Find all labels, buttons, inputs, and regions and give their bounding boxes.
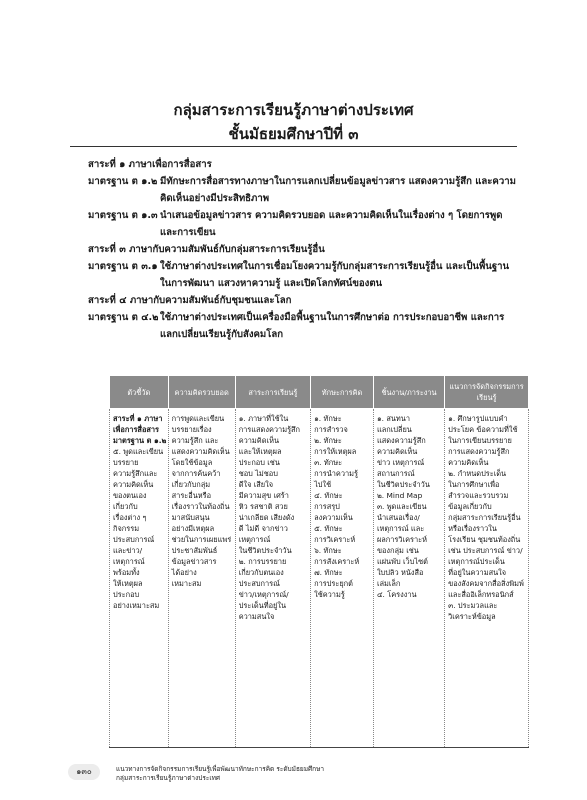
title-divider (70, 146, 517, 147)
cell-line: ๗. ทักษะ (314, 568, 343, 577)
cell-line: เหตุการณ์ (113, 557, 145, 566)
cell-line: ๓. พูดและเขียน (376, 502, 427, 511)
cell-line: ในการเขียนบรรยาย (448, 436, 512, 445)
cell-line: ความคิดเห็น (376, 447, 418, 456)
cell-line: การสำรวจ (314, 425, 348, 434)
standard-item (88, 309, 518, 343)
cell-line: ๓. ประมวลและ (448, 601, 498, 610)
table-row (110, 409, 529, 748)
cell-line: ประโยค ข้อความที่ใช้ (448, 425, 518, 434)
cell-line: การสังเคราะห์ (314, 557, 360, 566)
header-content: สาระการเรียนรู้ (235, 376, 310, 409)
cell-line: ข่าว/เหตุการณ์/ (238, 590, 289, 599)
cell-line: ๓. ทักษะ (314, 458, 343, 467)
table-header-row (110, 376, 529, 409)
cell-line: เหมาะสม (171, 579, 202, 588)
cell-line: อย่างเหมาะสม (113, 601, 160, 610)
cell-line: เล่มเล็ก (376, 579, 401, 588)
cell-line: ชอบ ไม่ชอบ (238, 469, 278, 478)
cell-line: ๒. กำหนดประเด็น (448, 469, 507, 478)
cell-line: หิว รสชาติ สวย (238, 502, 288, 511)
cell-line: ใช้ความรู้ (314, 590, 345, 599)
cell-line: ที่อยู่ในความสนใจ (448, 568, 507, 577)
cell-line: ประกอบ เช่น (238, 458, 280, 467)
cell-line: กลุ่มสาระการเรียนรู้อื่น (448, 513, 521, 522)
cell-line: ดี ไม่ดี จากข่าว (238, 524, 288, 533)
cell-line: โดยใช้ข้อมูล (171, 458, 213, 467)
header-activities: แนวการจัดกิจกรรมการเรียนรู้ (445, 376, 529, 409)
strand-heading-3: สาระที่ ๓ ภาษากับความสัมพันธ์กับกลุ่มสาระการเรียนรู้อื่น (88, 244, 325, 255)
cell-line: แผ่นพับ เว็บไซต์ (376, 557, 428, 566)
table-cell (168, 409, 235, 748)
cell-line: มีความสุข เศร้า (238, 491, 289, 500)
cell-line: ความคิดเห็น (448, 458, 489, 467)
cell-line: ใบปลิว หนังสือ (376, 568, 424, 577)
cell-line: การแสดงความรู้สึก (238, 425, 301, 434)
cell-line: ลงความเห็น (314, 513, 353, 522)
cell-line: ๔. โครงงาน (376, 590, 417, 599)
cell-line: แสดงความคิดเห็น (171, 447, 230, 456)
cell-line: ความสนใจ (238, 612, 275, 621)
cell-line: และข่าว/ (113, 546, 143, 555)
standard-text: มีทักษะการสื่อสารทางภาษาในการแลกเปลี่ยนข้อมูลข่าวสาร แสดงความรู้สึก และความคิดเห็นอย่างมีประสิทธิภาพ (160, 176, 516, 204)
cell-line: และสื่ออิเล็กทรอนิกส์ (448, 590, 514, 599)
table-cell (235, 409, 310, 748)
cell-line: เช่น ประสบการณ์ ข่าว/ (448, 546, 523, 555)
cell-line: กิจกรรม (113, 524, 140, 533)
cell-line: มาตรฐาน ต ๑.๒ (113, 436, 167, 445)
cell-line: มาสนับสนุน (171, 513, 210, 522)
cell-line: ของกลุ่ม เช่น (376, 546, 419, 555)
page-subtitle: ชั้นมัธยมศึกษาปีที่ ๓ (228, 125, 359, 143)
cell-line: ๖. ทักษะ (314, 546, 342, 555)
cell-line: แสดงความรู้สึก (376, 436, 426, 445)
standard-text: ใช้ภาษาต่างประเทศในการเชื่อมโยงความรู้กับกลุ่มสาระการเรียนรู้อื่น และเป็นพื้นฐานในการพัฒนา แสวงหาความรู้ และเปิดโลกทัศน์ของตน (160, 261, 510, 289)
cell-line: เหตุการณ์ (238, 535, 271, 544)
standard-text: ใช้ภาษาต่างประเทศเป็นเครื่องมือพื้นฐานในการศึกษาต่อ การประกอบอาชีพ และการแลกเปลี่ยนเรียนรู้กับสังคมโลก (160, 312, 505, 340)
cell-line: เกี่ยวกับ (113, 502, 138, 511)
cell-line: ในชีวิตประจำวัน (238, 546, 292, 555)
cell-line: ดีใจ เสียใจ (238, 480, 274, 489)
cell-line: บรรยายเรื่อง (171, 425, 212, 434)
footer-text (116, 765, 324, 783)
header-indicator: ตัวชี้วัด (110, 376, 169, 409)
standards-section (88, 156, 518, 343)
standard-code: มาตรฐาน ต ๑.๒ (88, 176, 158, 187)
learning-table (109, 375, 529, 748)
cell-line: เหตุการณ์ และ (376, 524, 425, 533)
standard-code: มาตรฐาน ต ๓.๑ (88, 261, 158, 272)
cell-line: ประเด็นที่อยู่ใน (238, 601, 286, 610)
strand-heading-4: สาระที่ ๔ ภาษากับความสัมพันธ์กับชุมชนและโลก (88, 295, 292, 306)
cell-line: การแสดงความรู้สึก (448, 447, 510, 456)
cell-line: ความคิดเห็น (238, 436, 279, 445)
cell-line: นำเสนอเรื่อง/ (376, 513, 420, 522)
cell-line: ช่วยในการเผยแพร่ (171, 535, 232, 544)
cell-line: เกี่ยวกับตนเอง (238, 568, 284, 577)
cell-line: เรื่องราวในท้องถิ่น (171, 502, 230, 511)
cell-line: การให้เหตุผล (314, 447, 357, 456)
standard-item (88, 207, 518, 241)
cell-line: ๑. สนทนา (376, 414, 410, 423)
header-tasks: ชิ้นงาน/ภาระงาน (373, 376, 444, 409)
cell-line: ๔. ทักษะ (314, 491, 343, 500)
cell-line: ของตนเอง (113, 491, 147, 500)
cell-line: ๒. Mind Map (376, 491, 423, 500)
cell-line: ความรู้สึกและ (113, 469, 158, 478)
cell-line: ๑. ภาษาที่ใช้ใน (238, 414, 289, 423)
header-concept: ความคิดรวบยอด (168, 376, 235, 409)
cell-line: สถานการณ์ (376, 469, 415, 478)
cell-line: การสรุป (314, 502, 340, 511)
cell-line: การวิเคราะห์ (314, 535, 356, 544)
cell-line: อย่างมีเหตุผล (171, 524, 215, 533)
cell-line: ในการศึกษาเพื่อ (448, 480, 500, 489)
header-thinking-skills: ทักษะการคิด (311, 376, 374, 409)
table-cell (373, 409, 444, 748)
cell-line: ในชีวิตประจำวัน (376, 480, 430, 489)
cell-line: ความรู้สึก และ (171, 436, 219, 445)
standard-code: มาตรฐาน ต ๑.๓ (88, 210, 158, 221)
cell-line: โรงเรียน ชุมชนท้องถิ่น (448, 535, 521, 544)
cell-line: ให้เหตุผล (113, 579, 143, 588)
standard-item (88, 173, 518, 207)
cell-line: ข้อมูลเกี่ยวกับ (448, 502, 492, 511)
cell-line: ๕. ทักษะ (314, 524, 343, 533)
cell-line: ข่าว เหตุการณ์ (376, 458, 425, 467)
strand-heading-1: สาระที่ ๑ ภาษาเพื่อการสื่อสาร (88, 159, 212, 170)
cell-line: และให้เหตุผล (238, 447, 282, 456)
standard-code: มาตรฐาน ต ๔.๒ (88, 312, 159, 323)
cell-line: ไปใช้ (314, 480, 332, 489)
cell-line: ประสบการณ์ (238, 579, 280, 588)
cell-line: ๒. ทักษะ (314, 436, 342, 445)
cell-line: หรือเรื่องราวใน (448, 524, 497, 533)
cell-line: สาระที่ ๑ ภาษา (113, 414, 163, 423)
table-cell (445, 409, 529, 748)
cell-line: ได้อย่าง (171, 568, 197, 577)
page-title: กลุ่มสาระการเรียนรู้ภาษาต่างประเทศ (173, 101, 414, 119)
footer-line-1: แนวทางการจัดกิจกรรมการเรียนรู้เพื่อพัฒนาทักษะการคิด ระดับมัธยมศึกษา (116, 765, 325, 773)
cell-line: ประกอบ (113, 590, 140, 599)
cell-line: ๒. การบรรยาย (238, 557, 287, 566)
cell-line: การประยุกต์ (314, 579, 353, 588)
cell-line: ประสบการณ์ (113, 535, 155, 544)
cell-line: เรื่องต่าง ๆ (113, 513, 147, 522)
page-number: ๑๓๐ (68, 764, 100, 780)
cell-line: การนำความรู้ (314, 469, 358, 478)
cell-line: ข้อมูลข่าวสาร (171, 557, 217, 566)
cell-line: สำรวจและรวบรวม (448, 491, 509, 500)
cell-line: ของสังคมจากสื่อสิ่งพิมพ์ (448, 579, 524, 588)
cell-line: พร้อมทั้ง (113, 568, 140, 577)
cell-line: ๑. ศึกษารูปแบบคำ (448, 414, 508, 423)
footer-line-2: กลุ่มสาระการเรียนรู้ภาษาต่างประเทศ (116, 774, 220, 782)
cell-line: ๑. ทักษะ (314, 414, 342, 423)
standard-text: นำเสนอข้อมูลข่าวสาร ความคิดรวบยอด และความคิดเห็นในเรื่องต่าง ๆ โดยการพูดและการเขียน (160, 210, 503, 238)
cell-line: ความคิดเห็น (113, 480, 154, 489)
cell-line: แลกเปลี่ยน (376, 425, 412, 434)
cell-line: ๕. พูดและเขียน (113, 447, 164, 456)
table-cell (311, 409, 374, 748)
cell-line: เกี่ยวกับกลุ่ม (171, 480, 211, 489)
cell-line: ประชาสัมพันธ์ (171, 546, 218, 555)
cell-line: สาระอื่นหรือ (171, 491, 212, 500)
cell-line: บรรยาย (113, 458, 139, 467)
standard-item (88, 258, 518, 292)
cell-line: การพูดและเขียน (171, 414, 225, 423)
cell-line: จากการค้นคว้า (171, 469, 221, 478)
cell-line: เพื่อการสื่อสาร (113, 425, 160, 434)
cell-line: วิเคราะห์ข้อมูล (448, 612, 496, 621)
cell-line: ผลการวิเคราะห์ (376, 535, 427, 544)
table-cell (110, 409, 169, 748)
cell-line: เหตุการณ์ประเด็น (448, 557, 505, 566)
cell-line: น่าเกลียด เสียงดัง (238, 513, 295, 522)
